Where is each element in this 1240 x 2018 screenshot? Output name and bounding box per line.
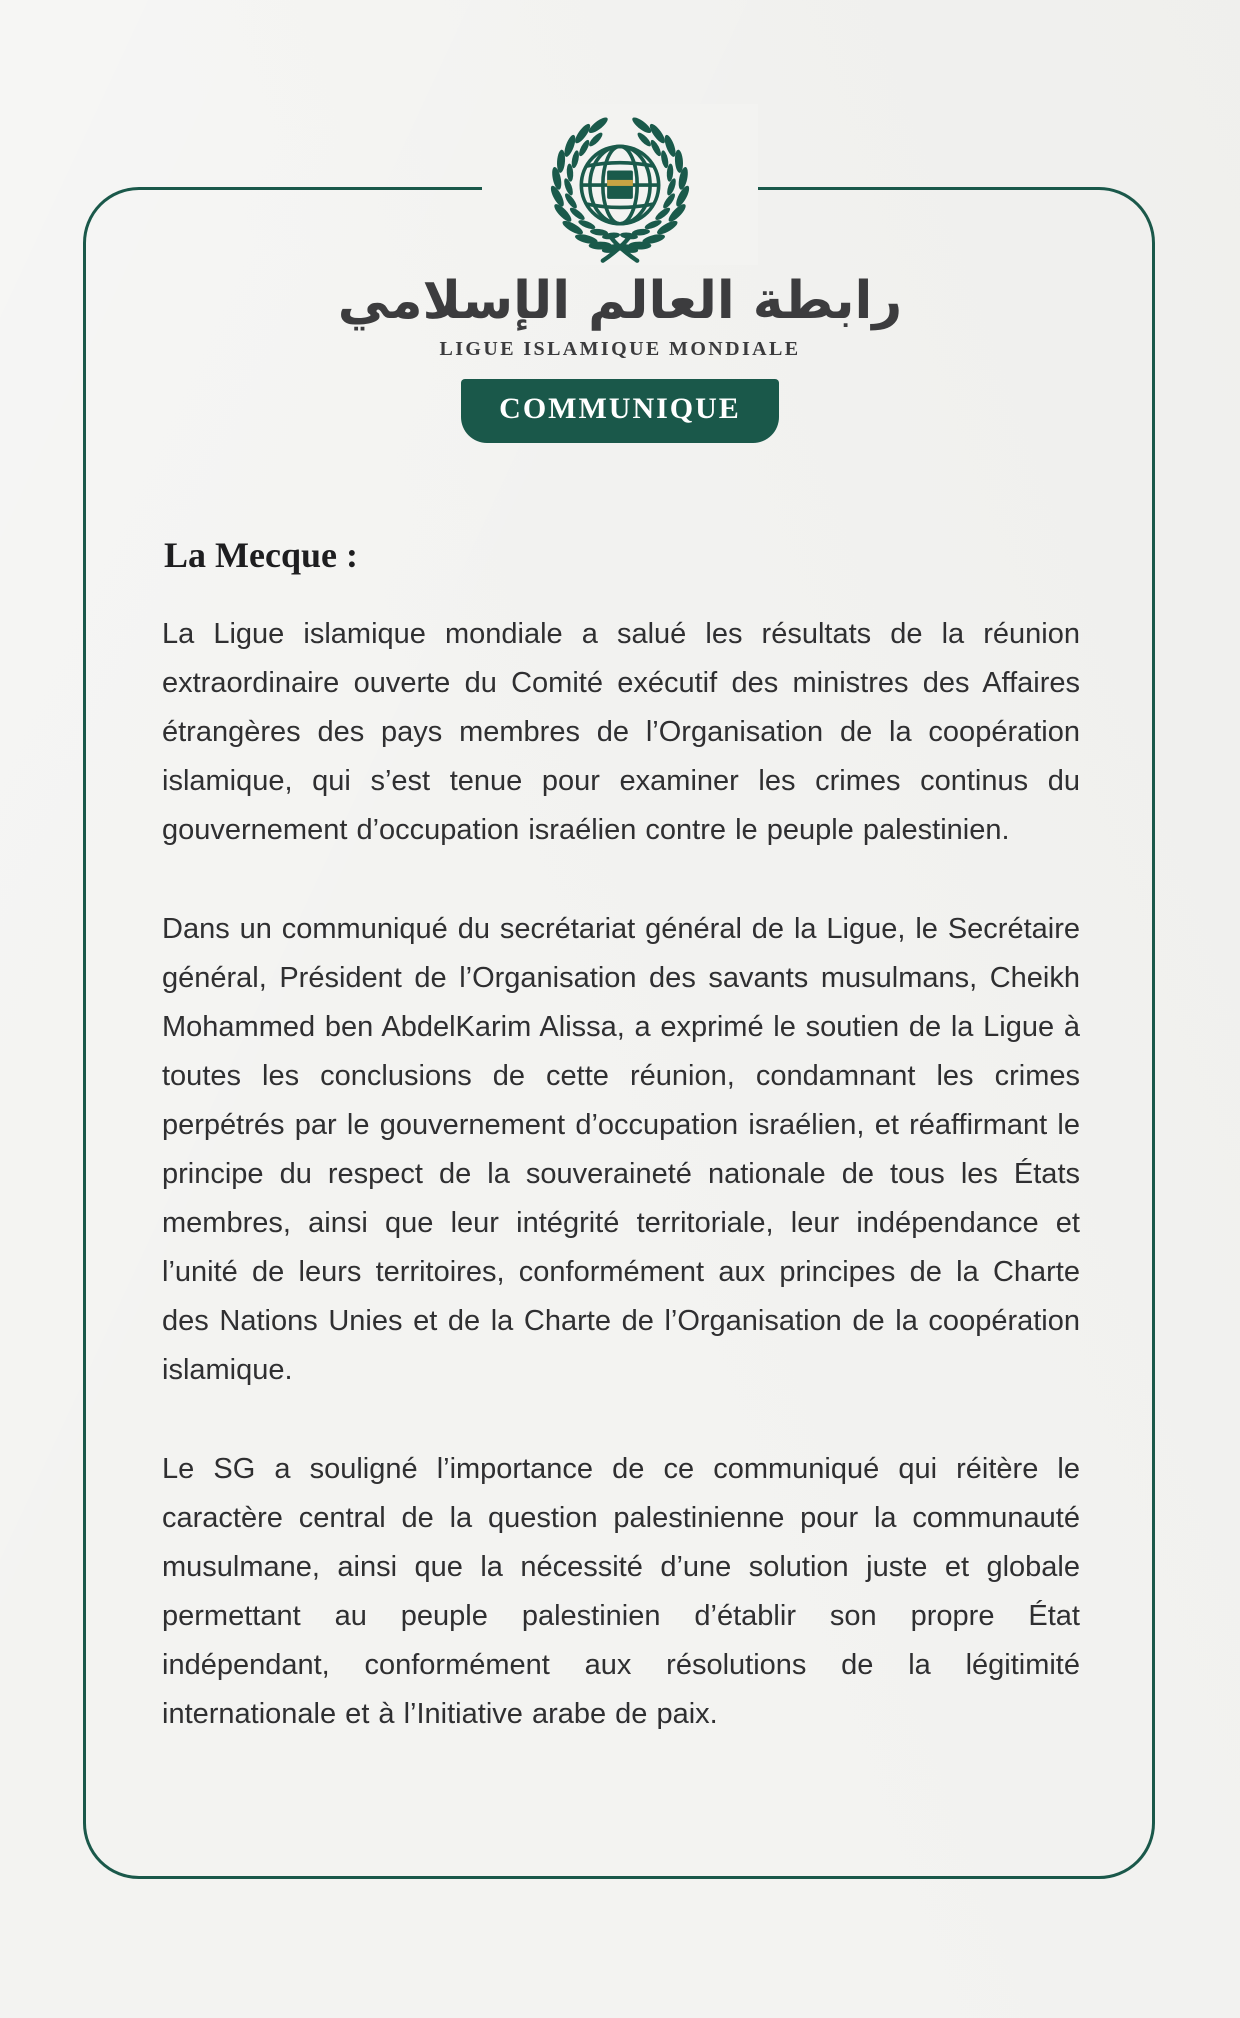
muslim-world-league-emblem-icon (534, 106, 706, 265)
organization-name: LIGUE ISLAMIQUE MONDIALE (439, 338, 801, 360)
communique-banner: COMMUNIQUE (461, 379, 779, 443)
dateline: La Mecque : (164, 535, 358, 575)
paragraph-3: Le SG a souligné l’importance de ce communiqué qui réitère le caractère central de la question palestinienne pour la communauté musulmane, ainsi que la nécessité d’une solution juste et globale permettant au peuple palestinien d’établir son propre État indépendant, conformément aux résolutions de la légitimité internationale et à l’Initiative arabe de paix. (162, 1453, 1080, 1730)
paragraph-1: La Ligue islamique mondiale a salué les résultats de la réunion extraordinaire ouverte du Comité exécutif des ministres des Affaires étrangères des pays membres de l’Organisation de la coopération islamique, qui s’est tenue pour examiner les crimes continus du gouvernement d’occupation israélien contre le peuple palestinien. (162, 618, 1080, 846)
paragraphs (162, 610, 1080, 1739)
logo (482, 104, 758, 265)
communique-body (162, 534, 1080, 1789)
paragraph-2: Dans un communiqué du secrétariat général de la Ligue, le Secrétaire général, Président de l’Organisation des savants musulmans, Cheikh Mohammed ben AbdelKarim Alissa, a exprimé le soutien de la Ligue à toutes les conclusions de cette réunion, condamnant les crimes perpétrés par le gouvernement d’occupation israélien, et réaffirmant le principe du respect de la souveraineté nationale de tous les États membres, ainsi que leur intégrité territoriale, leur indépendance et l’unité de leurs territoires, conformément aux principes de la Charte des Nations Unies et de la Charte de l’Organisation de la coopération islamique. (162, 913, 1080, 1386)
arabic-organization-title: رابطة العالم الإسلامي (337, 271, 903, 331)
header (0, 104, 1240, 443)
